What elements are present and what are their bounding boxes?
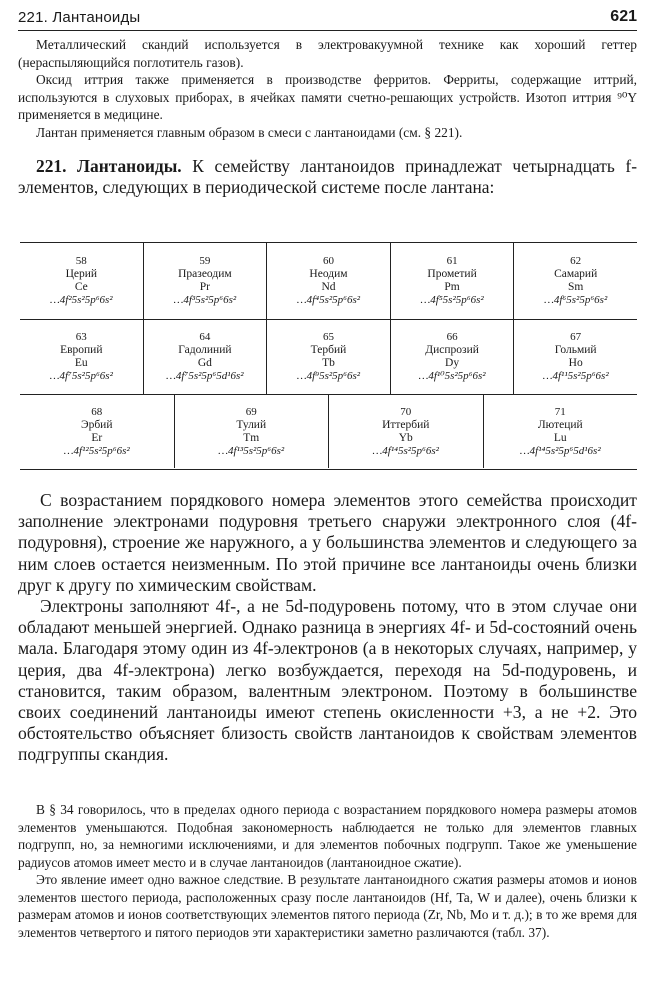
running-header	[18, 8, 637, 31]
electron-config: …4f¹³5s²5p⁶6s²	[218, 444, 285, 457]
element-name: Прометий	[427, 268, 477, 280]
element-symbol: Yb	[398, 431, 413, 444]
element-cell-eu	[20, 320, 143, 394]
element-symbol: Tb	[322, 357, 335, 369]
atomic-number: 70	[400, 405, 412, 418]
intro-paragraph-yttrium: Оксид иттрия также применяется в производстве ферритов. Ферриты, содержащие иттрий, используются в слуховых приборах, в ячейках памяти счетно-решающих устройств. Изотоп иттрия ⁹⁰Y применяется в медицине.	[18, 72, 637, 122]
main-paragraph: Электроны заполняют 4f-, а не 5d-подуровень потому, что в этом случае они обладают меньшей энергией. Однако разница в энергиях 4f- и 5d-состояний очень мала. Благодаря этому один из 4f-электронов (а в некоторых случаях, например, у церия, два 4f-электрона) легко возбуждается, переходя на 5d-подуровень, и становится, таким образом, валентным электроном. Поэтому в большинстве своих соединений лантаноиды имеют степень окисленности +3, а не +2. Это обстоятельство объясняет близость свойств лантаноидов к свойствам элементов подгруппы скандия.	[18, 596, 637, 765]
section-intro-paragraph	[18, 156, 637, 197]
electron-config: …4f¹¹5s²5p⁶6s²	[542, 370, 609, 382]
element-name: Церий	[65, 268, 98, 280]
element-name: Гольмий	[554, 344, 597, 356]
electron-config: …4f⁵5s²5p⁶6s²	[420, 294, 484, 306]
intro-paragraph-scandium: Металлический скандий используется в электровакуумной технике как хороший геттер (нераспыляющийся поглотитель газов).	[18, 37, 637, 70]
atomic-number: 60	[322, 255, 334, 267]
atomic-number: 58	[75, 255, 87, 267]
atomic-number: 66	[446, 331, 458, 343]
section-221-intro	[18, 156, 637, 197]
element-symbol: Pm	[444, 281, 460, 293]
element-symbol: Eu	[74, 357, 88, 369]
element-symbol: Lu	[553, 431, 567, 444]
element-cell-yb	[328, 395, 483, 468]
element-cell-pm	[390, 243, 514, 319]
atomic-number: 69	[245, 405, 257, 418]
element-cell-tb	[266, 320, 390, 394]
element-name: Лютеций	[537, 418, 583, 431]
element-symbol: Nd	[321, 281, 336, 293]
small-paragraph-consequence: Это явление имеет одно важное следствие. В результате лантаноидного сжатия размеры атомов и ионов элементов шестого периода, расположенных сразу после лантаноидов (Hf, Ta, W и далее), очень близки к размерам атомов и ионов соответствующих элементов пятого периода (Zr, Nb, Mo и т. д.); в то же время для элементов четвертого и пятого периодов эти характеристики заметно различаются (табл. 37).	[18, 872, 637, 940]
section-title: 221. Лантаноиды.	[36, 156, 182, 176]
element-symbol: Pr	[199, 281, 210, 293]
element-symbol: Gd	[197, 357, 212, 369]
element-cell-gd	[143, 320, 267, 394]
electron-config: …4f⁷5s²5p⁶6s²	[49, 370, 113, 382]
element-symbol: Ho	[568, 357, 583, 369]
table-row	[20, 395, 637, 468]
electron-config: …4f⁶5s²5p⁶6s²	[544, 294, 608, 306]
element-name: Тулий	[236, 418, 267, 431]
element-name: Иттербий	[382, 418, 430, 431]
atomic-number: 64	[199, 331, 211, 343]
element-name: Самарий	[554, 268, 598, 280]
atomic-number: 61	[446, 255, 458, 267]
element-cell-tm	[174, 395, 329, 468]
element-cell-pr	[143, 243, 267, 319]
small-paragraph-contraction: В § 34 говорилось, что в пределах одного периода с возрастанием порядкового номера размеры атомов элементов уменьшаются. Подобная закономерность наблюдается не только для элементов главных подгрупп, но, за немногими исключениями, и для элементов побочных подгрупп. Такое же уменьшение радиусов атомов имеет место и в случае лантаноидов (лантаноидное сжатие).	[18, 802, 637, 870]
small-print-block	[18, 801, 637, 941]
element-cell-ce	[20, 243, 143, 319]
element-symbol: Er	[91, 431, 103, 444]
atomic-number: 68	[91, 405, 103, 418]
element-cell-ho	[513, 320, 637, 394]
atomic-number: 59	[199, 255, 211, 267]
atomic-number: 62	[570, 255, 582, 267]
element-name: Гадолиний	[178, 344, 232, 356]
element-symbol: Ce	[74, 281, 88, 293]
element-cell-sm	[513, 243, 637, 319]
element-cell-er	[20, 395, 174, 468]
table-row	[20, 320, 637, 395]
main-paragraph: С возрастанием порядкового номера элементов этого семейства происходит заполнение электронами подуровня третьего снаружи электронного слоя (4f-подуровня), строение же наружного, а у большинства элементов и следующего за ним слоев остается неизменным. По этой причине все лантаноиды очень близки друг к другу по химическим свойствам.	[18, 490, 637, 595]
element-name: Празеодим	[178, 268, 232, 280]
element-name: Европий	[60, 344, 103, 356]
atomic-number: 65	[322, 331, 334, 343]
intro-paragraph-lanthanum: Лантан применяется главным образом в смеси с лантаноидами (см. § 221).	[36, 124, 463, 140]
element-symbol: Sm	[568, 281, 584, 293]
element-symbol: Tm	[243, 431, 260, 444]
intro-block	[18, 36, 637, 141]
electron-config: …4f⁹5s²5p⁶6s²	[296, 370, 361, 382]
electron-config: …4f³5s²5p⁶6s²	[173, 294, 237, 306]
page-number: 621	[610, 8, 637, 25]
atomic-number: 71	[554, 405, 566, 418]
header-section-title: 221. Лантаноиды	[18, 9, 141, 26]
atomic-number: 67	[570, 331, 582, 343]
element-name: Эрбий	[80, 418, 113, 431]
element-name: Тербий	[310, 344, 347, 356]
electron-config: …4f¹²5s²5p⁶6s²	[63, 444, 130, 457]
element-cell-dy	[390, 320, 514, 394]
element-symbol: Dy	[445, 357, 460, 369]
element-name: Диспрозий	[425, 344, 479, 356]
lanthanides-table	[20, 242, 637, 470]
electron-config: …4f¹⁰5s²5p⁶6s²	[418, 370, 486, 382]
electron-config: …4f¹⁴5s²5p⁶6s²	[372, 444, 439, 457]
element-cell-nd	[266, 243, 390, 319]
element-name: Неодим	[309, 268, 348, 280]
electron-config: …4f¹⁴5s²5p⁶5d¹6s²	[519, 444, 601, 457]
electron-config: …4f⁷5s²5p⁶5d¹6s²	[166, 370, 244, 382]
element-cell-lu	[483, 395, 638, 468]
atomic-number: 63	[75, 331, 87, 343]
electron-config: …4f²5s²5p⁶6s²	[49, 294, 113, 306]
table-row	[20, 243, 637, 320]
section-intro-text: К семейству лантаноидов принадлежат четырнадцать f-элементов, следующих в периодической системе после лантана:	[18, 156, 637, 197]
electron-config: …4f⁴5s²5p⁶6s²	[296, 294, 361, 306]
main-text-block	[18, 490, 637, 766]
